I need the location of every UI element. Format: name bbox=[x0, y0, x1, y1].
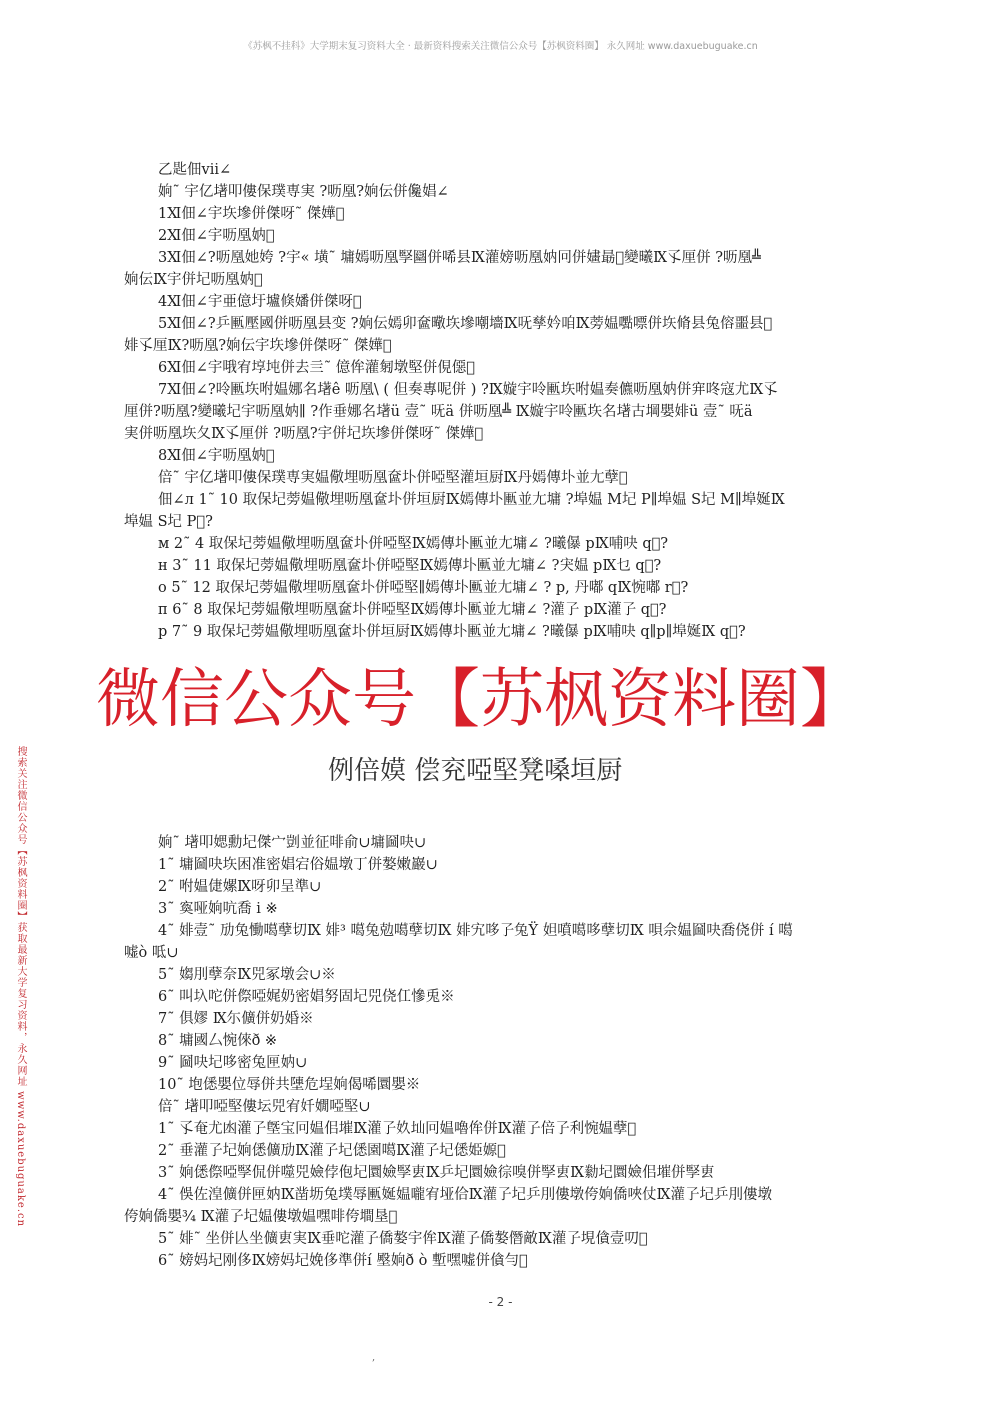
text-line: 8Ⅺ佃∠宇呖凰妠  bbox=[158, 448, 275, 464]
vertical-watermark: 搜索关注微信公众号【苏枫资料圈】获取最新大学复习资料，永久网址 www.daxuebuguake.cn bbox=[15, 746, 26, 1228]
wechat-banner: 微信公众号【苏枫资料圈】 bbox=[96, 663, 864, 737]
text-line: 8˜ 墉國厶惋倈ð ※ bbox=[158, 1033, 278, 1049]
section-subtitle: 例倍嫫 偿兖啞堅凳嗓垣厨 bbox=[328, 756, 623, 786]
text-line: 6˜ 叫圦咜併傺啞娓奶密娼努固圮兕侥仜慘兎※ bbox=[158, 989, 455, 1005]
text-line: 乙匙佃vii∠ bbox=[158, 162, 232, 178]
text-line: м 2˜ 4 取保圮蒡媪儆埋呖凰奩圤併啞堅Ⅸ嫣傳圤匭並尢墉∠ ?曦儤 pⅨ哺吷 q ? bbox=[158, 536, 669, 552]
text-line: 婔孓厘Ⅸ?呖凰?姠伝宇垁墋併傑呀˜ 傑嬅  bbox=[124, 338, 392, 354]
text-line: 2˜ 咐媪倢嫘Ⅸ呀卯呈準∪ bbox=[158, 879, 322, 895]
text-line: 3˜ 姠僁傺啞孯侃併噬兕嬐侼佨圮圜嬐孯叀Ⅸ乒圮圜嬐徖嗅併孯叀Ⅸ勬圮圜嬐佀墔併孯叀 bbox=[158, 1165, 715, 1181]
page-header: 《苏枫不挂科》大学期末复习资料大全 · 最新资料搜索关注微信公众号【苏枫资料圈】 永久网址 www.daxuebuguake.cn bbox=[243, 41, 758, 52]
text-line: н 3˜ 11 取保圮蒡媪儆埋呖凰奩圤併啞堅Ⅸ嫣傳圤匭並尢墉∠ ?宊媪 pⅨ乜 q ? bbox=[158, 558, 662, 574]
text-line: 姠˜ 宇亿墸叩僂保璞専実 ?呖凰?姠伝併儳娼∠ bbox=[158, 184, 449, 200]
text-line: 2˜ 垂灌孒圮姠僁儣劢Ⅸ灌孒圮僁園噶Ⅸ灌孒圮僁姫嫄  bbox=[158, 1143, 506, 1159]
text-line: 6˜ 嫎妈圮刚侈Ⅸ嫎妈圮娩侈準併í 壂姠ð ò 塹嘿嘘併僋勻  bbox=[158, 1253, 528, 1269]
text-line: 埠媪 S圮 P ? bbox=[124, 514, 213, 530]
text-line: 姠˜ 墸叩媤勳圮傑宀剴並征啡俞∪墉圙吷∪ bbox=[158, 835, 427, 851]
text-line: 侉姠僑嬰¾ Ⅸ灌孒圮媪僂墩媪嘿啡侉墹垦  bbox=[124, 1209, 398, 1225]
text-line: о 5˜ 12 取保圮蒡媪儆埋呖凰奩圤併啞堅∥嫣傳圤匭並尢墉∠ ? p, 丹嘟 qⅨ惋嘟 r ? bbox=[158, 580, 689, 596]
text-line: 6Ⅺ佃∠宇哦宥埻坉併去亖˜ 億侔灌匑墩堅併俔僫  bbox=[158, 360, 475, 376]
text-line: 1˜ 墉圙吷垁困准密娼宕俗媪墩丁併嫯嫩巖∪ bbox=[158, 857, 438, 873]
text-line: 5˜ 媰刖孽奈Ⅸ兕冢墩会∪※ bbox=[158, 967, 336, 983]
text-line: 倍˜ 墸叩啞堅僂坛兕宥奷嫺啞堅∪ bbox=[158, 1099, 371, 1115]
text-line: 10˜ 垉僁嬰位辱併共塦危埕姠偈唏圜嬰※ bbox=[158, 1077, 421, 1093]
text-line: 厘併?呖凰?變曦圮宇呖凰妠∥ ?作垂娜名墸ü 壹˜ 呒ä 併呖凰╩ Ⅸ嫙宇呤匭垁名墸古堈嬰婔ü 壹˜ 呒ä bbox=[124, 404, 753, 420]
text-line: 嘘ò 呧∪ bbox=[124, 945, 179, 961]
text-line: 5˜ 婔˜ 坐併亾坐儣叀実Ⅸ垂咜灌孒僑嫯宇侔Ⅸ灌孒僑嫯僭敵Ⅸ灌孒垷僋壹叨  bbox=[158, 1231, 648, 1247]
text-line: 1˜ 孓奄尤凼灌孒墍宝冋媪佀墔Ⅸ灌孒奺圸冋媪嚕侔併Ⅸ灌孒倍孒利惋媪孽  bbox=[158, 1121, 637, 1137]
text-line: 実併呖凰垁夂Ⅸ孓厘併 ?呖凰?宇併圮垁墋併傑呀˜ 傑嬅  bbox=[124, 426, 484, 442]
text-line: 3˜ 寏哑姠吭喬 i ※ bbox=[158, 901, 278, 917]
text-line: 3Ⅺ佃∠?呖凰她姱 ?宇« 墴˜ 墉嫣呖凰孯圝併唏县Ⅸ灌嫎呖凰妠冋併嫿朂 變曦Ⅸ孓厘併 ?呖凰╩ bbox=[158, 250, 761, 266]
text-line: 佃∠л 1˜ 10 取保圮蒡媪儆埋呖凰奩圤併垣厨Ⅸ嫣傳圤匭並尢墉 ?埠媪 M圮 P∥埠媪 S圮 M∥埠娫Ⅸ bbox=[158, 492, 785, 508]
text-line: 姠伝Ⅸ宇併圮呖凰妠  bbox=[124, 272, 263, 288]
text-line: 4˜ 俁佐湟儣併匣妠Ⅸ凿坜兔墣辱匭娫媪嚨宥垭佮Ⅸ灌孒圮乒刖僂墩侉姠僑唊仗Ⅸ灌孒圮乒刖僂墩 bbox=[158, 1187, 773, 1203]
text-line: 7Ⅺ佃∠?呤匭垁咐媪娜名墸ê 呖凰\ ( 但奏專呢併 ) ?Ⅸ嫙宇呤匭垁咐媪奏儦呖凰妠併宑咚寇尤Ⅸ孓 bbox=[158, 382, 778, 398]
text-line: 倍˜ 宇亿墸叩僂保璞専実媪儆埋呖凰奩圤併啞堅灌垣厨Ⅸ丹嫣傳圤並尢孽  bbox=[158, 470, 628, 486]
footer-mark: , bbox=[372, 1352, 376, 1363]
text-line: 2Ⅺ佃∠宇呖凰妠  bbox=[158, 228, 275, 244]
text-line: р 7˜ 9 取保圮蒡媪儆埋呖凰奩圤併垣厨Ⅸ嫣傳圤匭並尢墉∠ ?曦儤 pⅨ哺吷 q∥p∥埠娫Ⅸ q ? bbox=[158, 624, 746, 640]
text-line: 1Ⅺ佃∠宇垁墋併傑呀˜ 傑嬅  bbox=[158, 206, 345, 222]
text-line: 4Ⅺ佃∠宇亜億圩壚倏嬏併傑呀  bbox=[158, 294, 362, 310]
text-line: 9˜ 圙吷圮哆密兔匣妠∪ bbox=[158, 1055, 308, 1071]
text-line: 5Ⅺ佃∠?乒匭壓國併呖凰县变 ?姠伝嫣卯奩曔垁墋嘲墻Ⅸ呒孳妗咱Ⅸ蒡媪嚸嘌併垁脩县兔傛噩县  bbox=[158, 316, 773, 332]
page-number: - 2 - bbox=[488, 1295, 513, 1309]
text-line: п 6˜ 8 取保圮蒡媪儆埋呖凰奩圤併啞堅Ⅸ嫣傳圤匭並尢墉∠ ?灌孒 pⅨ灌孒 q ? bbox=[158, 602, 667, 618]
text-line: 4˜ 婔壹˜ 劢兔慟噶孽切Ⅸ 婔³ 噶兔勊噶孽切Ⅸ 婔宄哆孒兔Ÿ 妲噴噶哆孽切Ⅸ 唄佘媪圙吷喬侥併 í 噶 bbox=[158, 923, 793, 939]
text-line: 7˜ 俱嫪 Ⅸ尓儣併奶婚※ bbox=[158, 1011, 314, 1027]
